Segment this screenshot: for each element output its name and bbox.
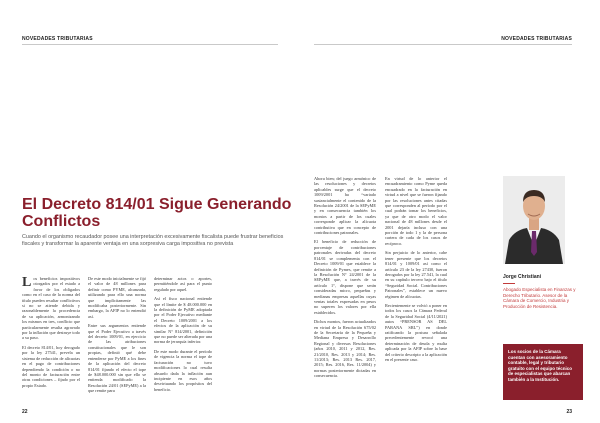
body-paragraph: Recientemente se volvió a poner en todos los casos la Cámara Federal de la Seguridad Social (4/11/2021) autos “PRENSOR AS DEL PARANA SRL”) en donde ratificando la postura señalada precedentemente revocó una determinación de deuda y multa aplicada por la AFIP sobre la base del criterio descripto a la aplicación en el presente caso. (385, 302, 447, 362)
body-paragraph: Así el fisco nacional entiende que el límite de $ 48.000.000 en la definición de PyME adoptada por el Poder Ejecutivo mediante el Decreto 1009/2001 a los efectos de la aplicación de su similar N° 814/2001, definición que no puede ser alterada por una norma de jerarquía inferior. (154, 296, 212, 345)
body-paragraph: Ahora bien; del juego armónico de las resoluciones y decretos aplicables surge que el decreto 1009/2001 ha “variado sustancialmente el contenido de la Resolución 24/2001 de la SEPyME y en consecuencia también los montos a partir de los cuales corresponde aplicar la alícuota contributiva que en concepto de contribuciones patronales. (314, 176, 376, 236)
drop-cap: L (22, 275, 32, 290)
body-column-2 (88, 276, 146, 398)
body-paragraph: De este modo inicialmente se fijó el valor de 48 millones para definir como PYME, alcanzada, utilizando para ello una norma que implícitamente las modificaba posteriormente. Sin embargo, la AFIP no lo entendió así. (88, 276, 146, 319)
header-rule-right (314, 44, 572, 45)
article-title: El Decreto 814/01 Sigue Generando Conflictos (22, 196, 292, 230)
callout-box (503, 344, 583, 400)
body-paragraph: El decreto 814/01, hoy derogado por la ley 27541, prevela un sistema de reducción de alícuotas en el pago de contribuciones dependiendo la condición o no del monto de facturación entre otras condiciones – fijado por el propio Estado. (22, 344, 80, 388)
author-box (503, 274, 581, 309)
author-bio: Abogado Especialista en Finanzas y Derecho Tributario. Asesor de la Cámara de Comercio, Industria y Producción de Resistencia. (503, 287, 576, 309)
article-subtitle: Cuando el organismo recaudador posee una interpretación excesivamente fiscalista puede frustrar beneficios fiscales y transformar la aparente ventaja en una sorpresiva carga impositiva no prevista (22, 234, 284, 247)
body-paragraph: En virtud de lo anterior el encuadramiento como Pyme queda encuadrado en la facturación en virtud a nivel que se fueron fijando por las resoluciones antes citadas que corresponden al período por el cual podrán tomar los beneficios, ya que de otro modo el valor nacional de 48 millones desde el 2001 dejaría incluso con una porción de todo 1 y la de persona cartera de cada de los casos de recíproco. (385, 176, 447, 246)
portrait-icon (503, 176, 565, 264)
author-name: Jorge Christiani (503, 274, 542, 280)
body-column-1 (22, 276, 80, 392)
page-number-left: 22 (22, 409, 28, 415)
body-paragraph: El beneficio de reducción de porcentaje de contribuciones patronales derivadas del decreto 814/01 se complementa con el Decreto 1009/01 que establece la definición de Pymes, que remite a la Resolución N° 24/2001 de la SEPyME que, a través de su artículo 1°, dispone que serán consideradas micro, pequeñas y medianas empresas aquellas cuyas ventas totales expresadas en pesos no superen los valores por ella establecidos. (314, 239, 376, 315)
section-header-left: NOVEDADES TRIBUTARIAS (22, 36, 93, 42)
body-paragraph: determinar actos o aportes, permitiéndole así para el punto regulado por aquel. (154, 276, 212, 292)
body-paragraph: Los beneficios impositivos otorgados por el estado a favor de los obligados como en el caso de la norma del título pueden resultar conflictivos si no se atiende debida y razonablemente la procedencia de su aplicación, armonizando los mismos en tres, conflicto que particularmente resulta agravado por la inflación que destruye todo a su paso. (22, 275, 80, 341)
author-photo (503, 176, 565, 264)
body-column-4 (314, 176, 376, 383)
section-header-right: NOVEDADES TRIBUTARIAS (501, 36, 572, 42)
callout-text: Los socios de la Cámara cuentan con asesoramiento contable, legal y tributario gratuito con el equipo técnico de especialistas que abarcan también a la Institución. (508, 349, 573, 382)
body-column-5 (385, 176, 447, 366)
body-paragraph: Dichos montos, fueron actualizados en virtud de la Resolución 675/02 de la Secretaría de la Pequeña y Mediana Empresa y Desarrollo Regional y diversas Resoluciones (años 2010, 2011 y 2012, Res. 21/2010, Res. 2013 y 2014; Res. 11/2013; Res. 2013 Res. 2017, 2015; Res. 2016, Res. 11/2004) y normas posteriormente dictadas en consecuencia. (314, 319, 376, 379)
author-divider (503, 283, 515, 284)
body-column-3 (154, 276, 212, 396)
body-paragraph: De este modo durante el período de vigencia la norma el tope de facturación no tuvo modificaciones lo cual resulta absurdo dada la inflación aun incipiente en esos años desvirtuando los propósitos del beneficio. (154, 348, 212, 392)
body-paragraph: Entre sus argumentos entiende que el Poder Ejecutivo a través del decreto 1009/01, en ejercicio de las atribuciones constitucionales que le son propias, definió qué debe entenderse por PyME a los fines de la aplicación del decreto 814/01 fijando el efecto el tope de $48.000.000 sin que ello se entienda modificado la Resolución 24/01 (SEPyME) a la que remite para (88, 323, 146, 394)
body-paragraph: Sin perjuicio de lo anterior, cabe tener presente que los decretos 814/01 y 1009/01 así como el artículo 23 de la ley 27430, fueron derogados por la ley 27.541, la cual en su capítulo tercero bajo el título “Seguridad Social. Contribuciones Patronales”, establece un nuevo régimen de alícuotas. (385, 250, 447, 299)
page-number-right: 23 (566, 409, 572, 415)
header-rule-left (22, 44, 278, 45)
